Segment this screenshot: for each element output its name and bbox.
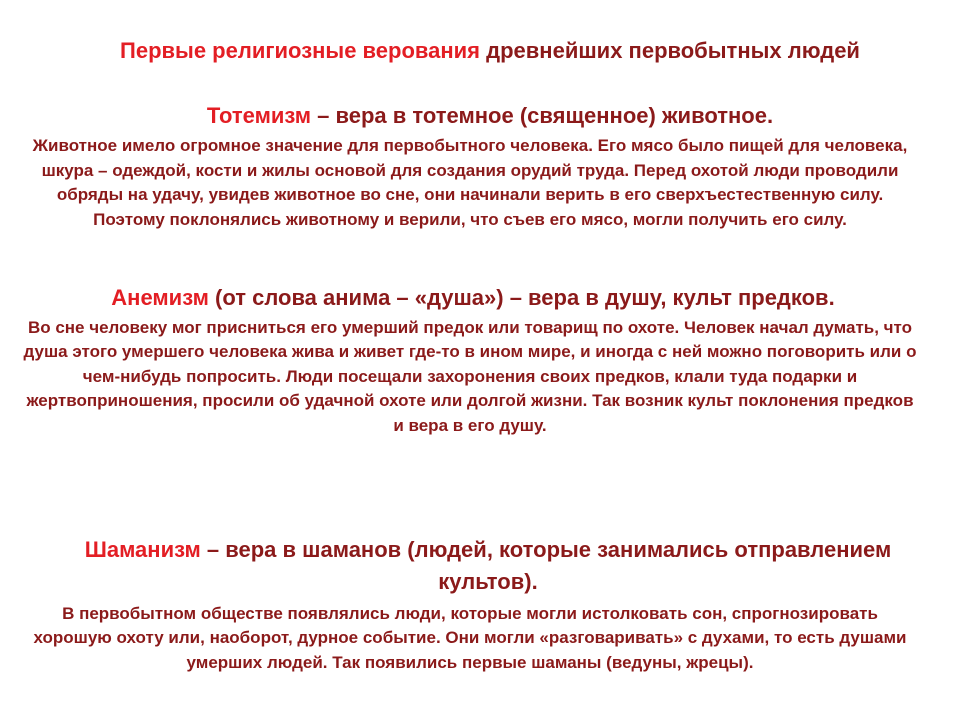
section-animism [0,282,960,438]
section-definition: – вера в тотемное (священное) животное. [311,103,774,128]
section-term: Шаманизм [84,537,201,562]
section-heading [60,102,920,130]
section-term: Анемизм [111,285,209,310]
section-definition: (от слова анима – «душа») – вера в душу, культ предков. [208,285,835,310]
title-accent: Первые религиозные верования [120,38,481,63]
section-body: В первобытном обществе появлялись люди, которые могли истолковать сон, спрогнозировать хорошую охоту или, наоборот, дурное событие. Они могли «разговаривать» с духами, то есть душами умерших людей. Так появились первые шаманы (ведуны, жрецы). [33,604,907,672]
section-definition: – вера в шаманов (людей, которые занимались отправлением культов). [200,537,892,594]
section-heading [68,534,908,598]
slide-title [60,36,920,66]
section-heading [73,282,873,314]
section-term: Тотемизм [206,103,312,128]
title-rest: древнейших первобытных людей [480,38,860,63]
section-totemism [0,102,960,232]
section-body: Во сне человеку мог присниться его умерший предок или товарищ по охоте. Человек начал думать, что душа этого умершего человека жива и живет где-то в ином мире, и иногда с ней можно поговорить или о чем-нибудь попросить. Люди посещали захоронения своих предков, клали туда подарки и жертвоприношения, просили об удачной охоте или долгой жизни. Так возник культ поклонения предков и вера в его душу. [23,318,917,435]
section-shamanism [0,534,960,675]
section-body: Животное имело огромное значение для первобытного человека. Его мясо было пищей для человека, шкура – одеждой, кости и жилы основой для создания орудий труда. Перед охотой люди проводили обряды на удачу, увидев животное во сне, они начинали верить в его сверхъестественную силу. Поэтому поклонялись животному и верили, что съев его мясо, могли получить его силу. [32,136,908,229]
